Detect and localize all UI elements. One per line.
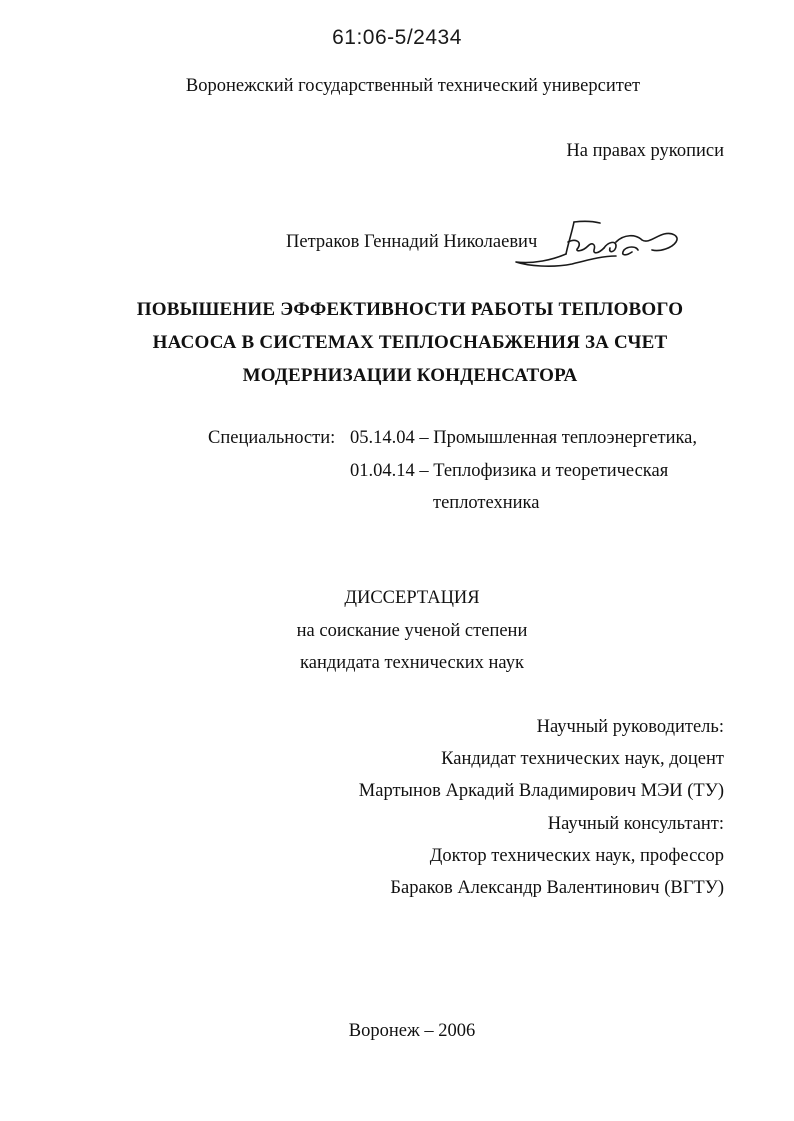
consultant-name: Бараков Александр Валентинович (ВГТУ) — [390, 878, 724, 898]
specialty-item: теплотехника — [433, 493, 540, 513]
university-name: Воронежский государственный технический университет — [185, 76, 641, 96]
author-signature — [512, 212, 692, 282]
dissertation-degree-line: на соискание ученой степени — [296, 621, 528, 641]
specialties-label: Специальности: — [208, 428, 336, 448]
supervisor-heading: Научный руководитель: — [536, 717, 724, 737]
specialty-item: 01.04.14 – Теплофизика и теоретическая — [350, 461, 669, 481]
place-year: Воронеж – 2006 — [348, 1021, 476, 1041]
consultant-degree: Доктор технических наук, профессор — [429, 846, 724, 866]
consultant-heading: Научный консультант: — [547, 814, 724, 834]
specialty-item: 05.14.04 – Промышленная теплоэнергетика, — [350, 428, 698, 448]
title-line-2: НАСОСА В СИСТЕМАХ ТЕПЛОСНАБЖЕНИЯ ЗА СЧЕТ — [152, 332, 668, 353]
title-line-1: ПОВЫШЕНИЕ ЭФФЕКТИВНОСТИ РАБОТЫ ТЕПЛОВОГО — [136, 299, 684, 320]
supervisor-degree: Кандидат технических наук, доцент — [441, 749, 724, 769]
title-line-3: МОДЕРНИЗАЦИИ КОНДЕНСАТОРА — [242, 365, 578, 386]
manuscript-rights: На правах рукописи — [566, 141, 724, 161]
archive-code: 61:06-5/2434 — [332, 26, 462, 49]
supervisor-name: Мартынов Аркадий Владимирович МЭИ (ТУ) — [358, 781, 724, 801]
author-name: Петраков Геннадий Николаевич — [286, 232, 538, 252]
dissertation-heading: ДИССЕРТАЦИЯ — [344, 588, 480, 608]
dissertation-degree-line: кандидата технических наук — [300, 653, 524, 673]
